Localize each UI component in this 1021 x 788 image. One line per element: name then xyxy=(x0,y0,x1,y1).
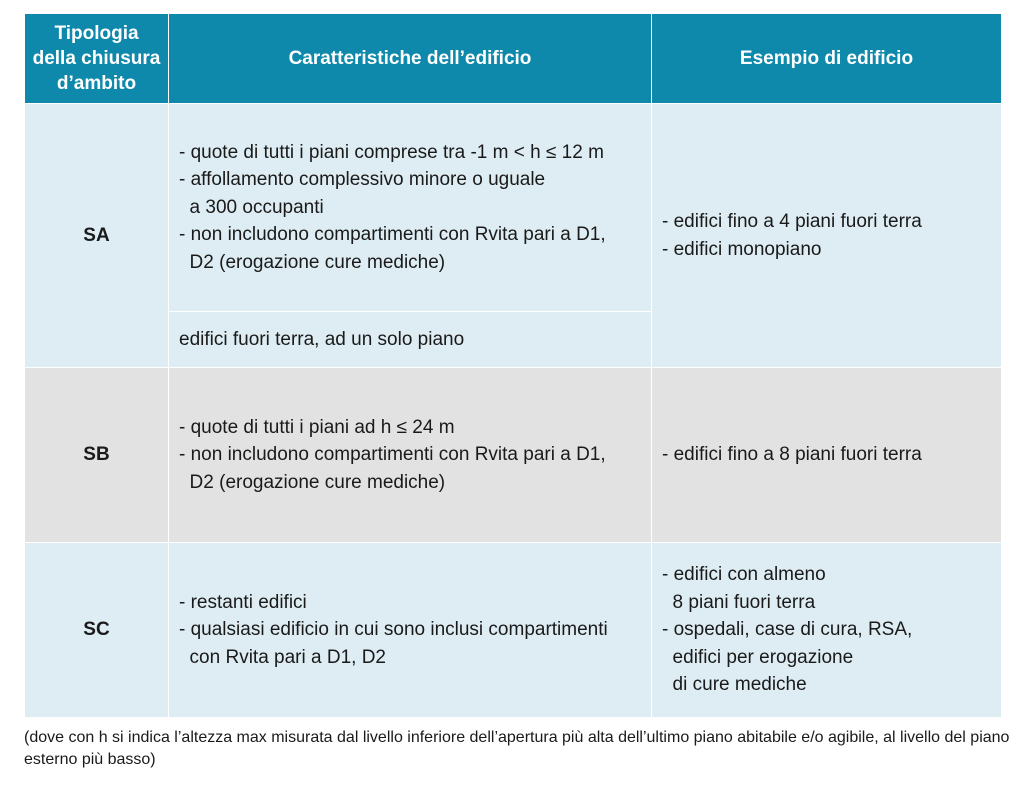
examples-sa xyxy=(652,104,1002,368)
header-closure-type-line: Tipologia xyxy=(54,23,139,44)
characteristic-alt-line: edifici fuori terra, ad un solo piano xyxy=(179,328,465,350)
characteristics-sa-alt xyxy=(169,312,652,368)
header-building-example: Esempio di edificio xyxy=(652,14,1002,104)
characteristic-line: - non includono compartimenti con Rvita pari a D1, xyxy=(179,224,606,246)
characteristic-line: D2 (erogazione cure mediche) xyxy=(179,251,446,273)
characteristics-sa xyxy=(169,104,652,312)
example-line: di cure mediche xyxy=(662,674,807,696)
row-code-sb: SB xyxy=(25,368,169,543)
table-row-sa xyxy=(25,104,1002,312)
header-building-characteristics: Caratteristiche dell’edificio xyxy=(169,14,652,104)
example-line: edifici per erogazione xyxy=(662,646,854,668)
table-header-row xyxy=(25,14,1002,104)
header-closure-type xyxy=(25,14,169,104)
examples-sc xyxy=(652,543,1002,718)
table-footnote: (dove con h si indica l’altezza max misurata dal livello inferiore dell’apertura più alta dell’ultimo piano abitabile e/o agibile, al livello del piano esterno più basso) xyxy=(24,729,1010,768)
characteristic-line: - non includono compartimenti con Rvita pari a D1, xyxy=(179,444,606,466)
header-closure-type-line: della chiusura xyxy=(32,48,161,69)
example-line: - edifici fino a 4 piani fuori terra xyxy=(662,211,922,232)
table-row-sb xyxy=(25,368,1002,543)
characteristic-line: - qualsiasi edificio in cui sono inclusi compartimenti xyxy=(179,619,608,641)
table-row-sc xyxy=(25,543,1002,718)
example-line: 8 piani fuori terra xyxy=(662,591,816,613)
header-closure-type-line: d’ambito xyxy=(56,73,137,94)
characteristics-sb xyxy=(169,368,652,543)
row-code-sa: SA xyxy=(25,104,169,368)
characteristic-line: - quote di tutti i piani comprese tra -1 m < h ≤ 12 m xyxy=(179,141,604,163)
characteristic-line: con Rvita pari a D1, D2 xyxy=(179,646,386,668)
characteristic-line: - affollamento complessivo minore o uguale xyxy=(179,169,546,191)
characteristics-sc xyxy=(169,543,652,718)
examples-sb xyxy=(652,368,1002,543)
example-line: - ospedali, case di cura, RSA, xyxy=(662,619,913,641)
characteristic-line: a 300 occupanti xyxy=(179,196,324,218)
example-line: - edifici fino a 8 piani fuori terra xyxy=(662,444,922,466)
building-classification-table xyxy=(24,13,1002,718)
example-line: - edifici con almeno xyxy=(662,564,826,586)
characteristic-line: D2 (erogazione cure mediche) xyxy=(179,471,446,493)
characteristic-line: - quote di tutti i piani ad h ≤ 24 m xyxy=(179,416,455,438)
row-code-sc: SC xyxy=(25,543,169,718)
example-line: - edifici monopiano xyxy=(662,238,822,260)
characteristic-line: - restanti edifici xyxy=(179,591,307,613)
